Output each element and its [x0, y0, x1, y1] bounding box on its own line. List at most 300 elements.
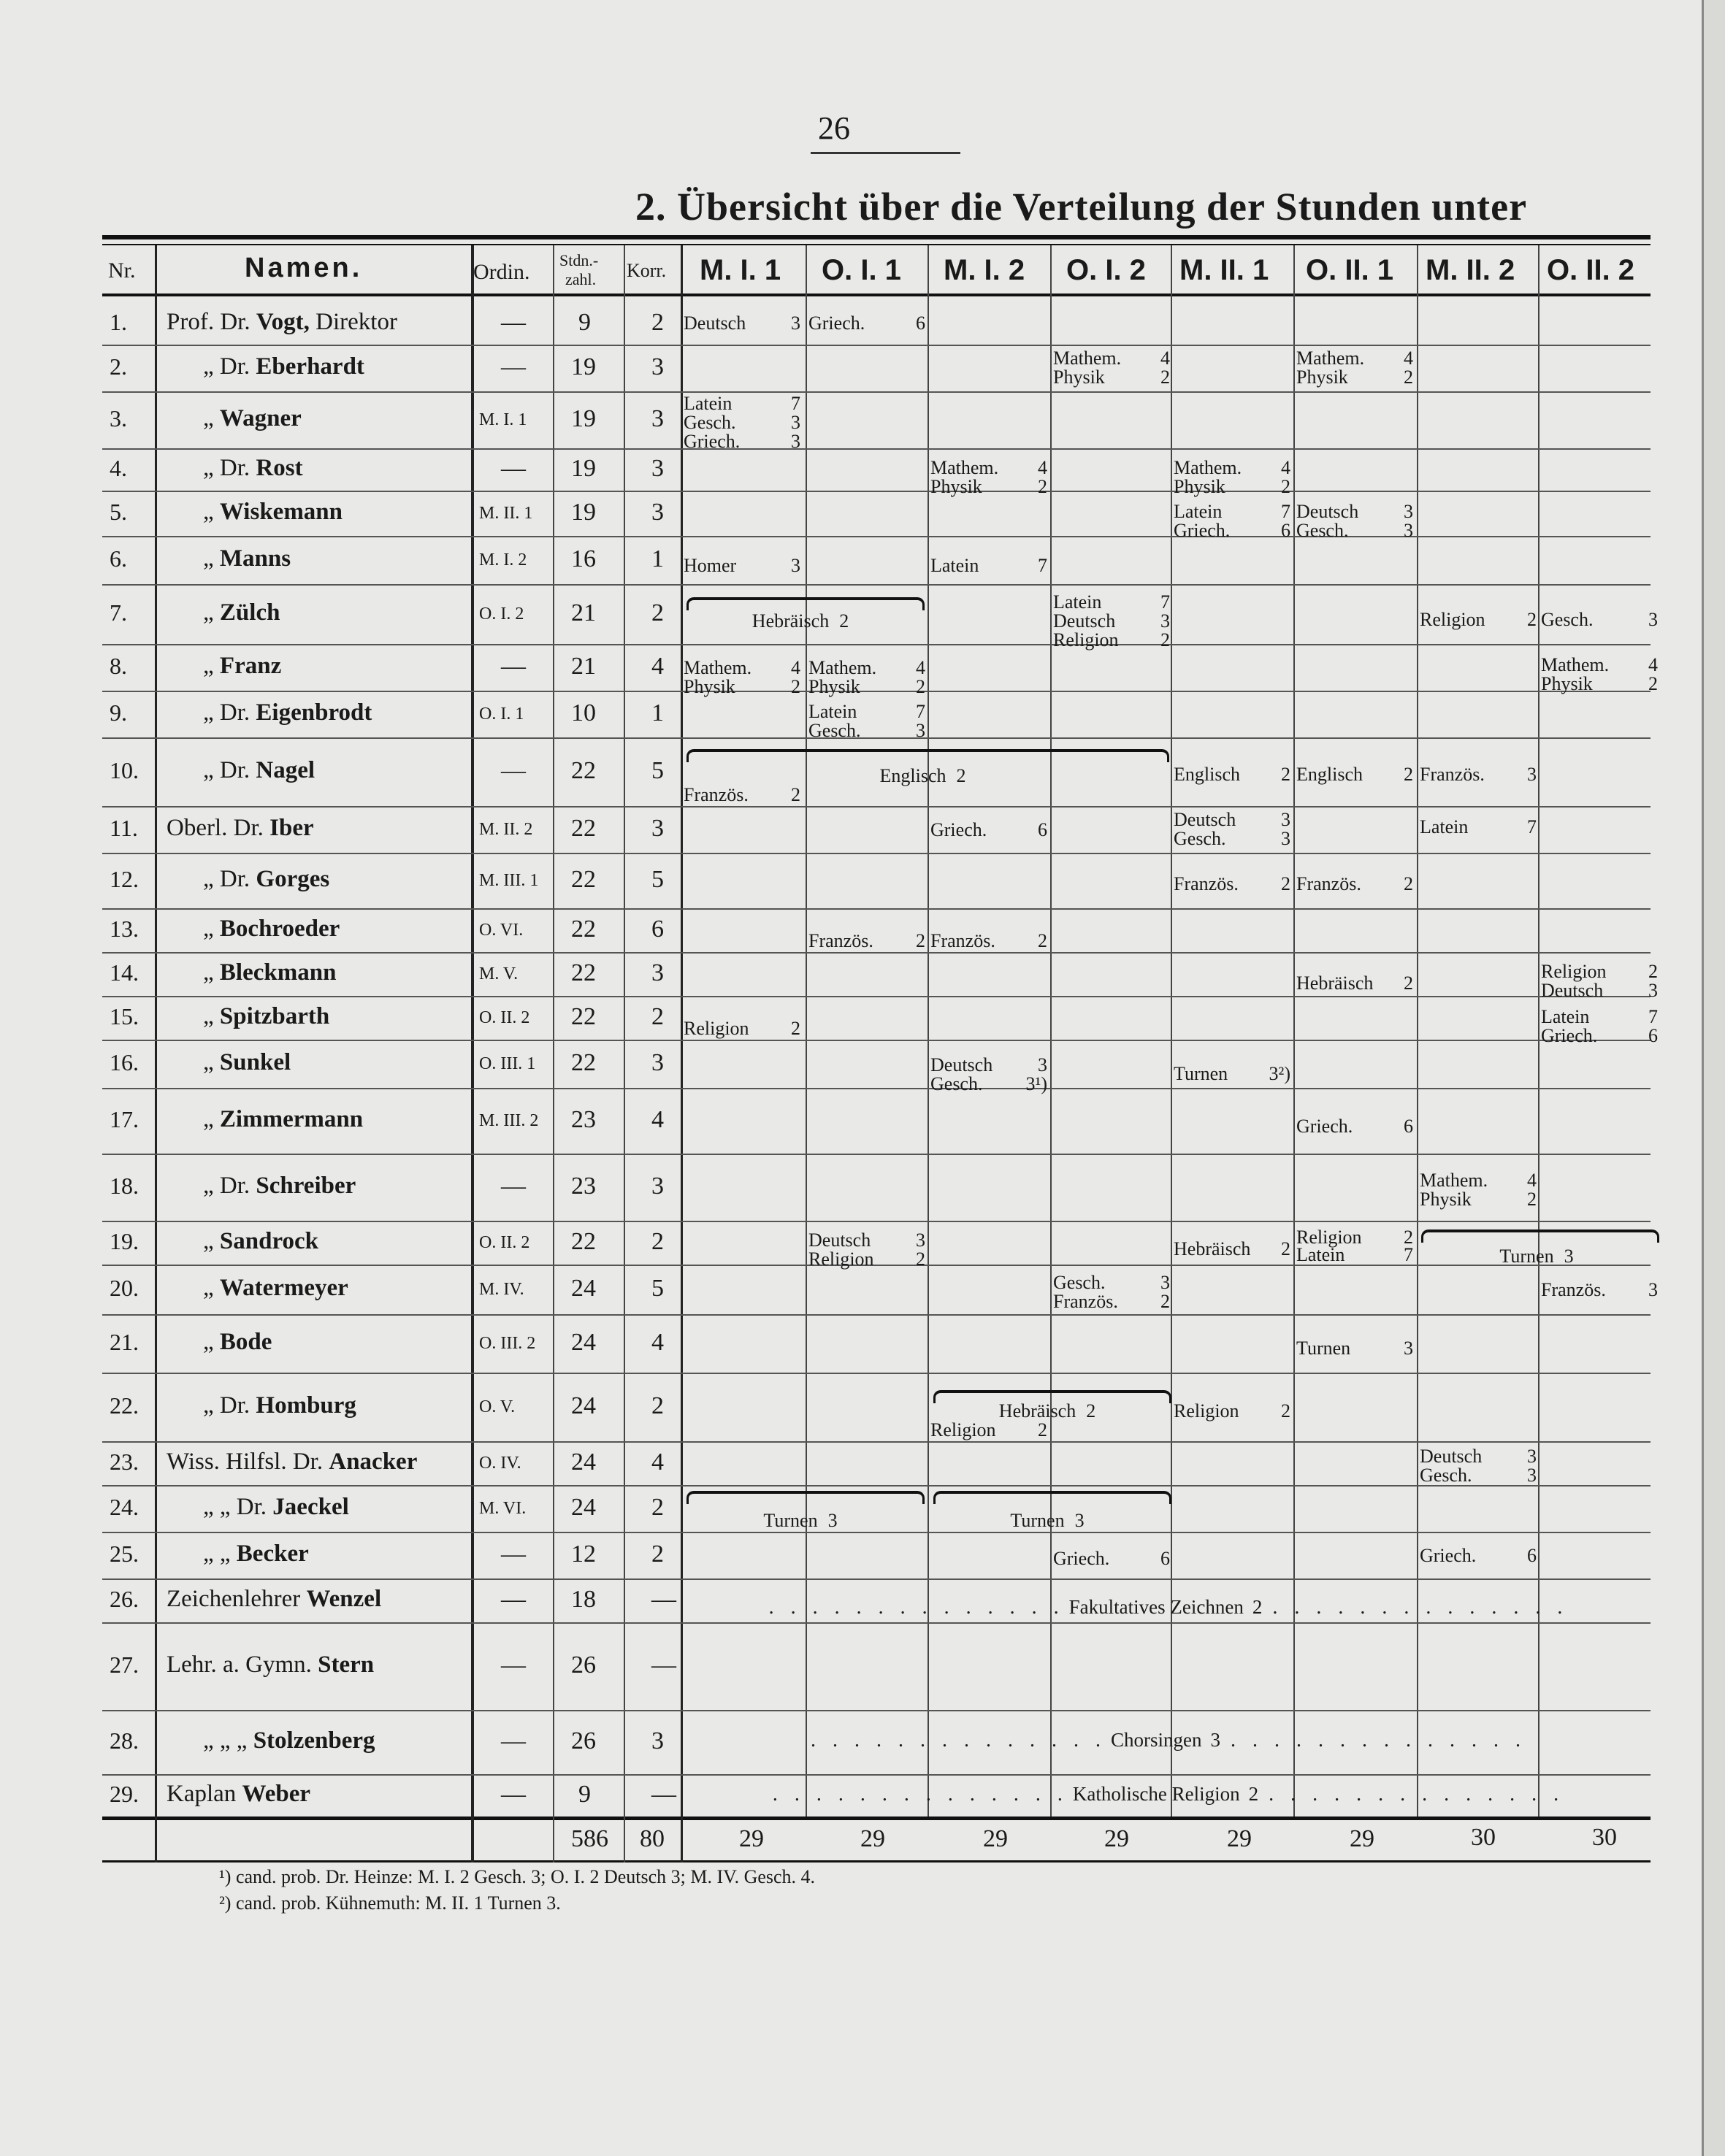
- row-divider: [102, 1441, 1651, 1443]
- ordinariat: M. III. 2: [479, 1111, 539, 1130]
- name-prefix: „ Dr.: [203, 699, 256, 726]
- span-brace: [686, 749, 1169, 762]
- korrekturen: 2: [651, 1228, 664, 1255]
- ordinariat: —: [501, 309, 526, 336]
- name-prefix: Kaplan: [167, 1781, 242, 1807]
- subject-entry: [1053, 349, 1170, 369]
- subject-entry: [1420, 765, 1537, 785]
- subject-name: Hebräisch: [751, 610, 830, 632]
- subject-entry: [684, 786, 800, 805]
- subject-name: Deutsch: [1296, 501, 1359, 522]
- subject-hours: 4: [1527, 1170, 1537, 1191]
- subject-name: Religion: [930, 1419, 996, 1440]
- subject-name: Griech.: [684, 431, 741, 452]
- subject-name: Chorsingen: [1111, 1729, 1202, 1751]
- row-number: 14.: [110, 959, 139, 986]
- row-divider: [102, 1774, 1651, 1776]
- name-surname: Watermeyer: [219, 1275, 348, 1301]
- subject-hours: 3: [1404, 501, 1413, 522]
- stunden-zahl: 22: [571, 866, 596, 893]
- subject-entry: [1420, 1190, 1537, 1210]
- stunden-zahl: 22: [571, 1049, 596, 1076]
- subject-name: Fakultatives Zeichnen: [1068, 1596, 1244, 1618]
- subject-name: Mathem.: [1174, 457, 1242, 478]
- teacher-name: [203, 1051, 291, 1075]
- teacher-name: [203, 701, 372, 725]
- subject-hours: 6: [1648, 1025, 1658, 1046]
- subject-hours: 7: [1648, 1006, 1658, 1027]
- subject-hours: 2: [1281, 476, 1290, 497]
- subject-name: Griech.: [1174, 520, 1231, 541]
- subject-entry: [1053, 368, 1170, 388]
- subject-entry: [930, 477, 1047, 497]
- subject-name: Turnen: [763, 1510, 818, 1531]
- name-suffix: Direktor: [309, 309, 397, 335]
- subject-name: Hebräisch: [1296, 972, 1374, 994]
- row-number: 25.: [110, 1541, 139, 1567]
- subject-hours: 2: [1038, 930, 1047, 951]
- subject-hours: 3: [791, 555, 800, 576]
- header-class-o-i-1: O. I. 1: [822, 254, 901, 286]
- stunden-zahl: 24: [571, 1494, 596, 1521]
- subject-name: Griech.: [1053, 1548, 1110, 1569]
- teacher-name: [203, 1729, 375, 1753]
- subject-entry: [1296, 521, 1413, 541]
- teacher-name: [203, 961, 336, 985]
- name-surname: Stolzenberg: [253, 1727, 375, 1754]
- stunden-zahl: 19: [571, 499, 596, 526]
- header-stdn: Stdn.-: [559, 251, 599, 269]
- col-rule: [624, 245, 625, 1862]
- teacher-name: [167, 310, 397, 334]
- subject-hours: 3: [1648, 1279, 1658, 1300]
- teacher-name: [203, 759, 315, 783]
- header-zahl: zahl.: [565, 270, 597, 288]
- subject-hours: 3: [1074, 1510, 1085, 1531]
- stunden-zahl: 23: [571, 1106, 596, 1133]
- teacher-name: [203, 407, 302, 431]
- name-surname: Wenzel: [306, 1586, 382, 1612]
- name-prefix: „: [203, 1106, 220, 1132]
- name-surname: Spitzbarth: [219, 1003, 330, 1029]
- name-surname: Wagner: [219, 405, 302, 431]
- subject-name: Mathem.: [1296, 348, 1365, 369]
- subject-hours: 4: [916, 657, 925, 678]
- name-prefix: Lehr. a. Gymn.: [167, 1651, 318, 1678]
- col-rule: [553, 245, 554, 1862]
- total-class: 29: [983, 1825, 1008, 1852]
- col-rule: [927, 245, 929, 1817]
- stunden-zahl: 22: [571, 757, 596, 784]
- subject-name: Homer: [684, 555, 737, 576]
- ordinariat: O. II. 2: [479, 1233, 530, 1252]
- subject-name: Deutsch: [1541, 980, 1604, 1001]
- subject-name: Mathem.: [808, 657, 877, 678]
- korrekturen: —: [651, 1651, 676, 1679]
- subject-entry: [1174, 1240, 1290, 1259]
- subject-entry: [1420, 1546, 1537, 1566]
- subject-entry: [930, 1402, 1164, 1422]
- stunden-zahl: 19: [571, 455, 596, 482]
- subject-entry: [684, 612, 917, 632]
- name-surname: Jaeckel: [272, 1494, 349, 1520]
- subject-entry: [1541, 610, 1658, 630]
- subject-entry: [1420, 1247, 1653, 1267]
- subject-hours: 2: [1281, 764, 1290, 785]
- row-divider: [102, 536, 1651, 537]
- footnote-2: ²) cand. prob. Kühnemuth: M. II. 1 Turnen 3.: [219, 1892, 561, 1914]
- subject-hours: 3: [1564, 1246, 1574, 1267]
- subject-name: Religion: [808, 1248, 874, 1270]
- row-number: 4.: [110, 455, 127, 481]
- teacher-name: [203, 1174, 356, 1198]
- name-prefix: „: [203, 1329, 220, 1355]
- row-number: 19.: [110, 1228, 139, 1254]
- header-class-o-ii-1: O. II. 1: [1306, 254, 1394, 286]
- subject-entry: [1174, 875, 1290, 894]
- subject-hours: 2: [916, 930, 925, 951]
- subject-entry: [808, 932, 925, 951]
- subject-entry: [808, 678, 925, 697]
- dot-leader: . . . . . . . . . . . . . .: [768, 1596, 1065, 1619]
- subject-name: Französ.: [1053, 1291, 1118, 1312]
- subject-entry: [1541, 1008, 1658, 1027]
- subject-entry: [1174, 810, 1290, 830]
- subject-entry: [684, 659, 800, 678]
- row-divider: [102, 1314, 1651, 1316]
- subject-hours: 2: [791, 784, 800, 805]
- subject-name: Hebräisch: [1174, 1238, 1251, 1259]
- subject-name: Griech.: [808, 312, 865, 334]
- ordinariat: O. I. 2: [479, 605, 524, 624]
- col-rule: [681, 245, 683, 1862]
- subject-entry: [1296, 368, 1413, 388]
- subject-hours: 3: [1404, 520, 1413, 541]
- subject-hours: 3: [1281, 828, 1290, 849]
- row-number: 24.: [110, 1494, 139, 1520]
- row-divider: [102, 1485, 1651, 1486]
- subject-name: Latein: [1541, 1006, 1590, 1027]
- name-surname: Wiskemann: [219, 499, 343, 525]
- subject-name: Französ.: [808, 930, 873, 951]
- subject-hours: 3: [1527, 1465, 1537, 1486]
- subject-hours: 2: [956, 765, 966, 786]
- subject-hours: 3: [1648, 609, 1658, 630]
- subject-entry: [1296, 1339, 1413, 1359]
- row-divider: [102, 1710, 1651, 1711]
- subject-name: Gesch.: [1296, 520, 1349, 541]
- subject-hours: 2: [1160, 1291, 1170, 1312]
- korrekturen: 2: [651, 1003, 664, 1030]
- subject-name: Englisch: [879, 765, 946, 786]
- name-prefix: „ Dr.: [203, 353, 256, 380]
- subject-name: Deutsch: [1420, 1446, 1483, 1467]
- subject-hours: 2: [1527, 609, 1537, 630]
- row-number: 10.: [110, 757, 139, 783]
- stunden-zahl: 21: [571, 653, 596, 680]
- stunden-zahl: 22: [571, 1003, 596, 1030]
- subject-name: Gesch.: [1541, 609, 1594, 630]
- header-namen: Namen.: [245, 253, 363, 283]
- span-brace: [933, 1390, 1171, 1403]
- name-surname: Sandrock: [219, 1228, 319, 1254]
- name-surname: Stern: [318, 1651, 375, 1678]
- subject-entry: [1541, 962, 1658, 982]
- name-prefix: „: [203, 499, 220, 525]
- name-prefix: „ „ „: [203, 1727, 253, 1754]
- subject-hours: 3: [1648, 980, 1658, 1001]
- row-number: 11.: [110, 815, 138, 841]
- subject-hours: 3: [791, 312, 800, 334]
- name-surname: Bleckmann: [219, 959, 337, 986]
- teacher-name: [167, 816, 314, 840]
- korrekturen: 4: [651, 1106, 664, 1133]
- korrekturen: 3: [651, 499, 664, 526]
- subject-name: Französ.: [684, 784, 749, 805]
- stunden-zahl: 10: [571, 699, 596, 726]
- subject-entry: [1296, 1246, 1413, 1265]
- row-divider: [102, 448, 1651, 450]
- dotted-spanning-entry: [690, 1597, 1647, 1619]
- ordinariat: O. III. 2: [479, 1334, 536, 1353]
- stunden-zahl: 21: [571, 599, 596, 626]
- subject-name: Mathem.: [930, 457, 999, 478]
- subject-entry: [1541, 1281, 1658, 1300]
- subject-name: Mathem.: [1541, 654, 1610, 675]
- subject-name: Englisch: [1296, 764, 1363, 785]
- name-prefix: „: [203, 916, 220, 942]
- name-surname: Iber: [269, 815, 314, 841]
- subject-entry: [1174, 521, 1290, 541]
- subject-hours: 2: [839, 610, 849, 632]
- ordinariat: O. IV.: [479, 1454, 521, 1473]
- subject-hours: 2: [916, 1248, 925, 1270]
- subject-name: Deutsch: [684, 312, 746, 334]
- subject-entry: [1420, 1447, 1537, 1467]
- col-rule: [1417, 245, 1418, 1817]
- subject-entry: [684, 1511, 917, 1531]
- header-class-m-i-1: M. I. 1: [700, 254, 781, 286]
- subject-hours: 4: [1648, 654, 1658, 675]
- subject-hours: 3: [791, 412, 800, 433]
- row-divider: [102, 1373, 1651, 1374]
- subject-entry: [808, 1250, 925, 1270]
- row-divider: [102, 1154, 1651, 1155]
- subject-hours: 3: [827, 1510, 838, 1531]
- subject-hours: 7: [916, 701, 925, 722]
- row-number: 26.: [110, 1586, 139, 1612]
- name-surname: Weber: [242, 1781, 311, 1807]
- name-prefix: „ „: [203, 1541, 237, 1567]
- subject-hours: 6: [1404, 1116, 1413, 1137]
- subject-entry: [684, 394, 800, 414]
- row-divider: [102, 345, 1651, 346]
- subject-hours: 6: [1527, 1545, 1537, 1566]
- korrekturen: 3: [651, 1049, 664, 1076]
- subject-hours: 2: [1281, 1400, 1290, 1422]
- subject-name: Griech.: [1296, 1116, 1353, 1137]
- subject-hours: 2: [1648, 673, 1658, 694]
- subject-entry: [930, 1056, 1047, 1075]
- stunden-zahl: 23: [571, 1173, 596, 1200]
- korrekturen: 4: [651, 1329, 664, 1356]
- row-divider: [102, 1578, 1651, 1580]
- ordinariat: M. I. 2: [479, 550, 527, 569]
- subject-hours: 3²): [1269, 1063, 1290, 1084]
- subject-entry: [1296, 349, 1413, 369]
- subject-entry: [808, 702, 925, 722]
- row-number: 27.: [110, 1651, 139, 1678]
- subject-name: Griech.: [930, 819, 987, 840]
- ordinariat: —: [501, 653, 526, 680]
- teacher-name: [203, 1394, 356, 1418]
- name-surname: Sunkel: [219, 1049, 291, 1075]
- row-divider: [102, 391, 1651, 393]
- teacher-name: [203, 654, 281, 678]
- name-surname: Homburg: [256, 1392, 356, 1419]
- ordinariat: M. VI.: [479, 1499, 527, 1518]
- subject-entry: [1174, 477, 1290, 497]
- subject-name: Religion: [1174, 1400, 1239, 1422]
- row-number: 22.: [110, 1392, 139, 1419]
- teacher-name: [203, 1229, 318, 1254]
- subject-hours: 2: [1038, 1419, 1047, 1440]
- subject-entry: [1053, 631, 1170, 651]
- subject-entry: [684, 413, 800, 433]
- name-surname: Zülch: [219, 599, 280, 626]
- stunden-zahl: 16: [571, 545, 596, 572]
- row-number: 12.: [110, 866, 139, 892]
- row-number: 1.: [110, 309, 127, 335]
- subject-name: Hebräisch: [998, 1400, 1076, 1422]
- page-edge: [1702, 0, 1725, 2156]
- subject-name: Französ.: [1296, 873, 1361, 894]
- span-brace: [933, 1491, 1171, 1504]
- subject-hours: 2: [916, 676, 925, 697]
- subject-entry: [930, 556, 1047, 576]
- subject-hours: 3: [1038, 1054, 1047, 1075]
- header-class-m-i-2: M. I. 2: [944, 254, 1025, 286]
- teacher-name: [203, 547, 291, 571]
- header-class-m-ii-2: M. II. 2: [1426, 254, 1515, 286]
- subject-entry: [1174, 459, 1290, 478]
- subject-hours: 2: [1248, 1783, 1259, 1805]
- stunden-zahl: 22: [571, 1228, 596, 1255]
- subject-name: Englisch: [1174, 764, 1240, 785]
- subject-entry: [1053, 1549, 1170, 1569]
- row-number: 28.: [110, 1727, 139, 1754]
- stunden-zahl: 22: [571, 959, 596, 986]
- korrekturen: 5: [651, 757, 664, 784]
- dotted-spanning-entry: [690, 1784, 1647, 1806]
- dot-leader: . . . . . . . . . . . . . .: [1269, 1783, 1565, 1806]
- subject-entry: [684, 678, 800, 697]
- subject-entry: [1296, 875, 1413, 894]
- subject-name: Gesch.: [1420, 1465, 1472, 1486]
- total-class: 29: [1104, 1825, 1129, 1852]
- subject-name: Religion: [1420, 609, 1485, 630]
- subject-name: Physik: [684, 676, 735, 697]
- subject-hours: 2: [1086, 1400, 1096, 1422]
- subject-hours: 4: [791, 657, 800, 678]
- dotted-spanning-entry: [690, 1730, 1647, 1752]
- row-divider: [102, 806, 1651, 807]
- subject-name: Latein: [1420, 816, 1469, 837]
- teacher-name: [203, 355, 364, 379]
- row-number: 23.: [110, 1449, 139, 1475]
- row-number: 18.: [110, 1173, 139, 1199]
- row-number: 3.: [110, 405, 127, 431]
- korrekturen: —: [651, 1781, 676, 1808]
- subject-entry: [1420, 610, 1537, 630]
- subject-hours: 3: [916, 1229, 925, 1251]
- subject-name: Französ.: [1174, 873, 1239, 894]
- subject-hours: 2: [1160, 367, 1170, 388]
- subject-entry: [1420, 818, 1537, 837]
- name-prefix: Prof. Dr.: [167, 309, 256, 335]
- subject-entry: [684, 314, 800, 334]
- korrekturen: —: [651, 1586, 676, 1613]
- subject-name: Religion: [1053, 629, 1119, 651]
- row-number: 13.: [110, 916, 139, 942]
- name-surname: Schreiber: [256, 1173, 356, 1199]
- subject-entry: [808, 1231, 925, 1251]
- span-brace: [686, 597, 925, 610]
- total-class: 30: [1471, 1824, 1496, 1851]
- name-prefix: „: [203, 1003, 220, 1029]
- subject-hours: 7: [1160, 591, 1170, 613]
- subject-hours: 4: [1160, 348, 1170, 369]
- span-brace: [1421, 1229, 1659, 1243]
- korrekturen: 5: [651, 866, 664, 893]
- teacher-name: [203, 1495, 349, 1519]
- subject-name: Französ.: [930, 930, 995, 951]
- subject-name: Griech.: [1541, 1025, 1598, 1046]
- subject-hours: 2: [791, 676, 800, 697]
- subject-entry: [1174, 765, 1290, 785]
- page-title: 2. Übersicht über die Verteilung der Stunden unter: [635, 185, 1528, 229]
- subject-entry: [930, 459, 1047, 478]
- name-prefix: Zeichenlehrer: [167, 1586, 307, 1612]
- row-number: 8.: [110, 653, 127, 679]
- stunden-zahl: 22: [571, 916, 596, 943]
- bottom-rule: [102, 1860, 1651, 1862]
- subject-hours: 6: [1281, 520, 1290, 541]
- total-korr: 80: [640, 1825, 665, 1852]
- korrekturen: 2: [651, 1494, 664, 1521]
- ordinariat: O. III. 1: [479, 1054, 536, 1073]
- ordinariat: —: [501, 1727, 526, 1754]
- name-surname: Manns: [219, 545, 291, 572]
- subject-name: Deutsch: [1053, 610, 1116, 632]
- name-prefix: „ Dr.: [203, 757, 256, 783]
- row-divider: [102, 908, 1651, 910]
- subject-name: Physik: [1296, 367, 1348, 388]
- subject-entry: [1420, 1466, 1537, 1486]
- row-divider: [102, 644, 1651, 645]
- subject-name: Latein: [1296, 1244, 1345, 1265]
- teacher-name: [203, 601, 280, 625]
- name-prefix: Oberl. Dr.: [167, 815, 270, 841]
- korrekturen: 3: [651, 1173, 664, 1200]
- name-surname: Zimmermann: [219, 1106, 364, 1132]
- subject-hours: 7: [791, 393, 800, 414]
- subject-entry: [808, 314, 925, 334]
- subject-entry: [1174, 1402, 1290, 1422]
- col-rule: [471, 245, 474, 1862]
- subject-entry: [1053, 612, 1170, 632]
- korrekturen: 5: [651, 1275, 664, 1302]
